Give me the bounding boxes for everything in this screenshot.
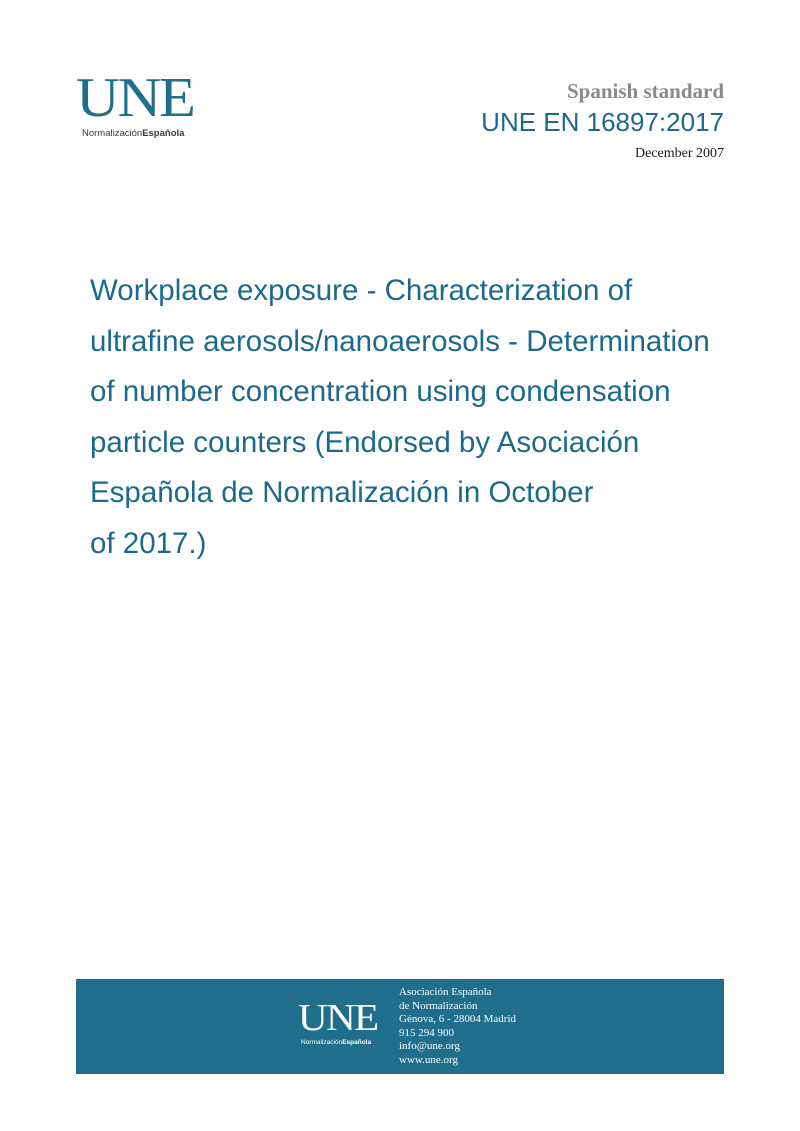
title-line: of 2017.) [90,526,207,560]
footer-logo-wordmark: UNE [298,997,378,1039]
address-street: Génova, 6 - 28004 Madrid [399,1013,517,1025]
standard-code: UNE EN 16897:2017 [481,107,724,137]
une-logo-subtitle-regular: Normalización [82,128,143,139]
une-logo-subtitle-bold: Española [142,128,185,139]
footer-logo-subtitle-regular: Normalización [301,1039,343,1046]
footer-une-logo [298,999,388,1049]
title-line: particle counters (Endorsed by Asociación [90,425,640,459]
standard-header [481,78,724,164]
address-email-link[interactable]: info@une.org [399,1040,460,1052]
footer-logo-subtitle-bold: Española [342,1039,372,1046]
footer-address [399,986,516,1067]
footer-logo-subtitle [301,1039,371,1046]
title-line: of number concentration using condensation [90,375,671,408]
document-title [90,266,770,569]
standard-kind: Spanish standard [567,79,724,103]
title-line: Española de Normalización in October [90,476,594,509]
une-logo [76,67,206,144]
standard-date: December 2007 [634,146,724,161]
address-org-line: Asociación Española [399,986,492,998]
footer-banner [76,979,724,1074]
title-line: ultrafine aerosols/nanoaerosols - Determination [90,324,710,358]
address-website-link[interactable]: www.une.org [399,1053,458,1066]
title-line: Workplace exposure - Characterization of [90,274,633,307]
une-logo-wordmark: UNE [76,67,194,129]
address-phone: 915 294 900 [399,1026,454,1039]
une-logo-subtitle [82,128,184,139]
address-org-line: de Normalización [399,999,478,1012]
